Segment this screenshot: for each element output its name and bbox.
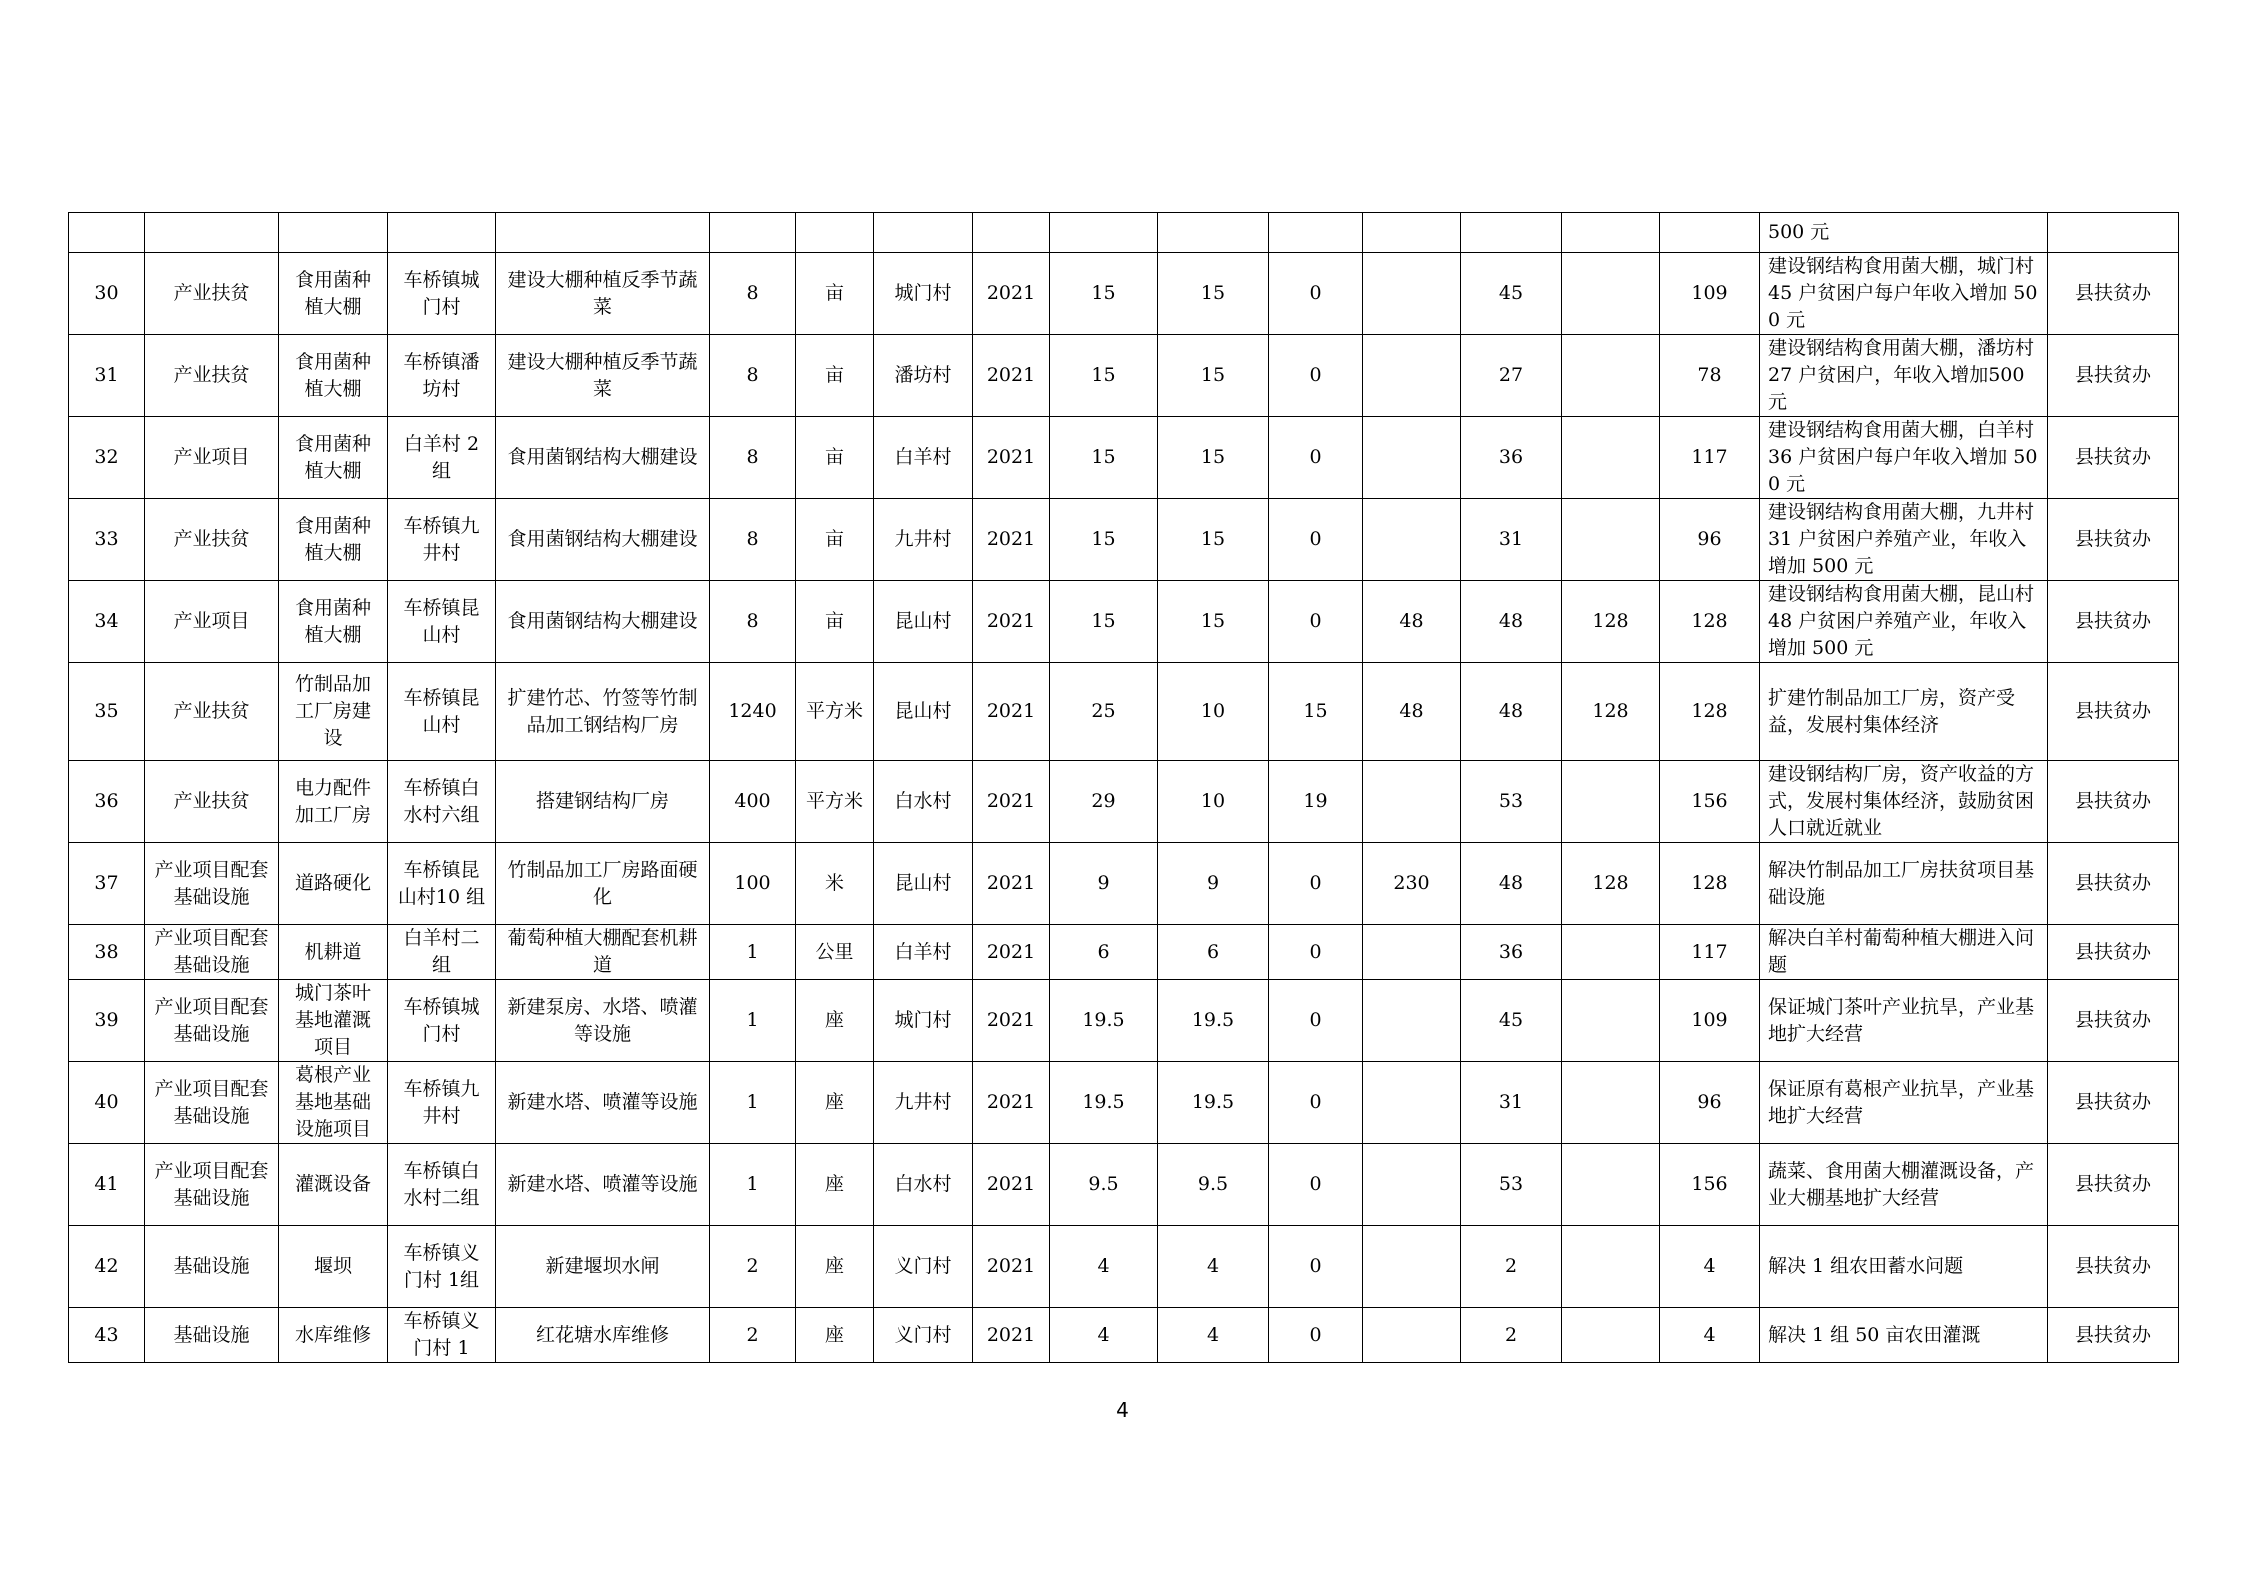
village-cell: 九井村 <box>874 499 973 581</box>
name-cell: 食用菌种植大棚 <box>279 417 388 499</box>
description-cell: 500 元 <box>1760 213 2048 253</box>
year-cell: 2021 <box>973 1062 1050 1144</box>
quantity-cell: 1 <box>710 1062 796 1144</box>
department-cell <box>2048 213 2179 253</box>
village-cell: 潘坊村 <box>874 335 973 417</box>
content-cell: 搭建钢结构厂房 <box>496 761 710 843</box>
department-cell: 县扶贫办 <box>2048 499 2179 581</box>
type-cell <box>145 213 279 253</box>
people1-cell <box>1562 761 1660 843</box>
quantity-cell: 1 <box>710 980 796 1062</box>
content-cell: 新建泵房、水塔、喷灌等设施 <box>496 980 710 1062</box>
unit-cell: 平方米 <box>796 663 874 761</box>
location-cell: 车桥镇义门村 1组 <box>388 1226 496 1308</box>
name-cell: 食用菌种植大棚 <box>279 335 388 417</box>
content-cell: 新建堰坝水闸 <box>496 1226 710 1308</box>
people1-cell <box>1562 213 1660 253</box>
content-cell: 扩建竹芯、竹签等竹制品加工钢结构厂房 <box>496 663 710 761</box>
table-row <box>69 663 2179 761</box>
department-cell: 县扶贫办 <box>2048 253 2179 335</box>
year-cell: 2021 <box>973 761 1050 843</box>
households2-cell: 53 <box>1461 1144 1562 1226</box>
households2-cell: 48 <box>1461 843 1562 925</box>
people1-cell <box>1562 253 1660 335</box>
unit-cell: 亩 <box>796 417 874 499</box>
quantity-cell: 2 <box>710 1226 796 1308</box>
people2-cell: 109 <box>1660 253 1760 335</box>
households2-cell: 27 <box>1461 335 1562 417</box>
people2-cell: 128 <box>1660 663 1760 761</box>
quantity-cell: 1240 <box>710 663 796 761</box>
name-cell: 电力配件加工厂房 <box>279 761 388 843</box>
unit-cell: 座 <box>796 1226 874 1308</box>
people1-cell: 128 <box>1562 843 1660 925</box>
description-cell: 解决白羊村葡萄种植大棚进入问题 <box>1760 925 2048 980</box>
fund2-cell <box>1269 213 1363 253</box>
people1-cell: 128 <box>1562 581 1660 663</box>
households1-cell <box>1363 335 1461 417</box>
no-cell: 36 <box>69 761 145 843</box>
table-row <box>69 1226 2179 1308</box>
department-cell: 县扶贫办 <box>2048 843 2179 925</box>
fund1-cell: 4 <box>1158 1226 1269 1308</box>
no-cell: 32 <box>69 417 145 499</box>
quantity-cell: 100 <box>710 843 796 925</box>
households1-cell <box>1363 213 1461 253</box>
households1-cell: 230 <box>1363 843 1461 925</box>
fund2-cell: 0 <box>1269 1226 1363 1308</box>
type-cell: 产业项目配套基础设施 <box>145 980 279 1062</box>
unit-cell: 亩 <box>796 581 874 663</box>
unit-cell: 亩 <box>796 335 874 417</box>
no-cell: 35 <box>69 663 145 761</box>
no-cell: 42 <box>69 1226 145 1308</box>
table-row <box>69 335 2179 417</box>
year-cell: 2021 <box>973 1226 1050 1308</box>
households1-cell: 48 <box>1363 663 1461 761</box>
village-cell: 城门村 <box>874 253 973 335</box>
unit-cell: 座 <box>796 1144 874 1226</box>
fund2-cell: 0 <box>1269 253 1363 335</box>
households2-cell: 45 <box>1461 980 1562 1062</box>
year-cell: 2021 <box>973 843 1050 925</box>
name-cell: 灌溉设备 <box>279 1144 388 1226</box>
type-cell: 产业项目配套基础设施 <box>145 1062 279 1144</box>
households2-cell: 2 <box>1461 1308 1562 1363</box>
unit-cell: 米 <box>796 843 874 925</box>
village-cell: 昆山村 <box>874 843 973 925</box>
name-cell: 葛根产业基地基础设施项目 <box>279 1062 388 1144</box>
fund2-cell: 0 <box>1269 1062 1363 1144</box>
year-cell: 2021 <box>973 581 1050 663</box>
description-cell: 建设钢结构食用菌大棚，潘坊村 27 户贫困户，年收入增加500 元 <box>1760 335 2048 417</box>
content-cell: 食用菌钢结构大棚建设 <box>496 499 710 581</box>
location-cell: 车桥镇昆山村 <box>388 581 496 663</box>
type-cell: 产业扶贫 <box>145 499 279 581</box>
households1-cell <box>1363 1062 1461 1144</box>
village-cell: 义门村 <box>874 1226 973 1308</box>
total-cell: 15 <box>1050 581 1158 663</box>
households1-cell <box>1363 499 1461 581</box>
households1-cell <box>1363 253 1461 335</box>
people1-cell <box>1562 1144 1660 1226</box>
name-cell: 食用菌种植大棚 <box>279 581 388 663</box>
village-cell <box>874 213 973 253</box>
name-cell: 竹制品加工厂房建设 <box>279 663 388 761</box>
location-cell: 白羊村 2 组 <box>388 417 496 499</box>
fund1-cell: 10 <box>1158 663 1269 761</box>
people1-cell <box>1562 980 1660 1062</box>
no-cell: 41 <box>69 1144 145 1226</box>
fund1-cell: 9 <box>1158 843 1269 925</box>
location-cell: 车桥镇昆山村10 组 <box>388 843 496 925</box>
name-cell: 食用菌种植大棚 <box>279 499 388 581</box>
table-row <box>69 925 2179 980</box>
fund2-cell: 0 <box>1269 581 1363 663</box>
year-cell: 2021 <box>973 1308 1050 1363</box>
people2-cell: 117 <box>1660 925 1760 980</box>
no-cell: 39 <box>69 980 145 1062</box>
year-cell: 2021 <box>973 417 1050 499</box>
households1-cell <box>1363 1226 1461 1308</box>
households1-cell <box>1363 980 1461 1062</box>
total-cell: 15 <box>1050 417 1158 499</box>
name-cell: 堰坝 <box>279 1226 388 1308</box>
location-cell: 车桥镇白水村六组 <box>388 761 496 843</box>
department-cell: 县扶贫办 <box>2048 663 2179 761</box>
quantity-cell: 8 <box>710 417 796 499</box>
households1-cell: 48 <box>1363 581 1461 663</box>
total-cell: 25 <box>1050 663 1158 761</box>
no-cell: 34 <box>69 581 145 663</box>
fund1-cell: 15 <box>1158 499 1269 581</box>
table-row <box>69 1062 2179 1144</box>
department-cell: 县扶贫办 <box>2048 335 2179 417</box>
description-cell: 建设钢结构食用菌大棚，九井村 31 户贫困户养殖产业，年收入增加 500 元 <box>1760 499 2048 581</box>
fund2-cell: 0 <box>1269 925 1363 980</box>
location-cell: 车桥镇昆山村 <box>388 663 496 761</box>
households2-cell: 45 <box>1461 253 1562 335</box>
fund2-cell: 0 <box>1269 417 1363 499</box>
village-cell: 白羊村 <box>874 417 973 499</box>
unit-cell: 亩 <box>796 499 874 581</box>
people2-cell: 128 <box>1660 843 1760 925</box>
total-cell <box>1050 213 1158 253</box>
fund1-cell: 15 <box>1158 417 1269 499</box>
total-cell: 29 <box>1050 761 1158 843</box>
year-cell: 2021 <box>973 253 1050 335</box>
location-cell: 车桥镇城门村 <box>388 980 496 1062</box>
unit-cell: 亩 <box>796 253 874 335</box>
unit-cell: 公里 <box>796 925 874 980</box>
year-cell: 2021 <box>973 499 1050 581</box>
unit-cell: 座 <box>796 980 874 1062</box>
fund1-cell <box>1158 213 1269 253</box>
description-cell: 蔬菜、食用菌大棚灌溉设备，产业大棚基地扩大经营 <box>1760 1144 2048 1226</box>
description-cell: 扩建竹制品加工厂房，资产受益，发展村集体经济 <box>1760 663 2048 761</box>
unit-cell: 平方米 <box>796 761 874 843</box>
location-cell: 车桥镇城门村 <box>388 253 496 335</box>
people2-cell: 156 <box>1660 1144 1760 1226</box>
content-cell: 食用菌钢结构大棚建设 <box>496 417 710 499</box>
description-cell: 解决 1 组 50 亩农田灌溉 <box>1760 1308 2048 1363</box>
total-cell: 9 <box>1050 843 1158 925</box>
unit-cell: 座 <box>796 1062 874 1144</box>
fund1-cell: 4 <box>1158 1308 1269 1363</box>
quantity-cell: 8 <box>710 581 796 663</box>
village-cell: 昆山村 <box>874 581 973 663</box>
total-cell: 4 <box>1050 1308 1158 1363</box>
no-cell: 43 <box>69 1308 145 1363</box>
quantity-cell <box>710 213 796 253</box>
people2-cell: 117 <box>1660 417 1760 499</box>
people1-cell <box>1562 1308 1660 1363</box>
households1-cell <box>1363 761 1461 843</box>
quantity-cell: 8 <box>710 253 796 335</box>
name-cell: 道路硬化 <box>279 843 388 925</box>
type-cell: 产业扶贫 <box>145 761 279 843</box>
year-cell: 2021 <box>973 1144 1050 1226</box>
table-row-continued <box>69 213 2179 253</box>
location-cell: 车桥镇九井村 <box>388 499 496 581</box>
description-cell: 解决 1 组农田蓄水问题 <box>1760 1226 2048 1308</box>
table-row <box>69 417 2179 499</box>
total-cell: 15 <box>1050 499 1158 581</box>
table-row <box>69 1144 2179 1226</box>
people1-cell <box>1562 1226 1660 1308</box>
no-cell <box>69 213 145 253</box>
year-cell <box>973 213 1050 253</box>
people1-cell <box>1562 417 1660 499</box>
content-cell: 建设大棚种植反季节蔬菜 <box>496 335 710 417</box>
project-table <box>68 212 2179 1363</box>
households1-cell <box>1363 925 1461 980</box>
fund2-cell: 15 <box>1269 663 1363 761</box>
village-cell: 白羊村 <box>874 925 973 980</box>
type-cell: 产业扶贫 <box>145 253 279 335</box>
people2-cell: 96 <box>1660 499 1760 581</box>
type-cell: 产业项目配套基础设施 <box>145 843 279 925</box>
village-cell: 白水村 <box>874 761 973 843</box>
year-cell: 2021 <box>973 980 1050 1062</box>
type-cell: 基础设施 <box>145 1226 279 1308</box>
location-cell: 车桥镇白水村二组 <box>388 1144 496 1226</box>
description-cell: 建设钢结构食用菌大棚，昆山村 48 户贫困户养殖产业，年收入增加 500 元 <box>1760 581 2048 663</box>
quantity-cell: 1 <box>710 1144 796 1226</box>
households1-cell <box>1363 1308 1461 1363</box>
table-row <box>69 843 2179 925</box>
type-cell: 产业扶贫 <box>145 663 279 761</box>
fund1-cell: 15 <box>1158 581 1269 663</box>
type-cell: 产业项目 <box>145 417 279 499</box>
table-body <box>69 213 2179 1363</box>
table-row <box>69 1308 2179 1363</box>
content-cell: 建设大棚种植反季节蔬菜 <box>496 253 710 335</box>
department-cell: 县扶贫办 <box>2048 1226 2179 1308</box>
village-cell: 义门村 <box>874 1308 973 1363</box>
table-row <box>69 499 2179 581</box>
households2-cell: 31 <box>1461 499 1562 581</box>
type-cell: 产业项目配套基础设施 <box>145 1144 279 1226</box>
village-cell: 昆山村 <box>874 663 973 761</box>
department-cell: 县扶贫办 <box>2048 980 2179 1062</box>
quantity-cell: 8 <box>710 335 796 417</box>
fund1-cell: 19.5 <box>1158 1062 1269 1144</box>
no-cell: 38 <box>69 925 145 980</box>
description-cell: 建设钢结构厂房，资产收益的方式，发展村集体经济，鼓励贫困人口就近就业 <box>1760 761 2048 843</box>
people2-cell: 96 <box>1660 1062 1760 1144</box>
content-cell: 红花塘水库维修 <box>496 1308 710 1363</box>
people1-cell <box>1562 1062 1660 1144</box>
total-cell: 15 <box>1050 335 1158 417</box>
year-cell: 2021 <box>973 925 1050 980</box>
total-cell: 9.5 <box>1050 1144 1158 1226</box>
fund1-cell: 19.5 <box>1158 980 1269 1062</box>
location-cell: 白羊村二组 <box>388 925 496 980</box>
people2-cell: 128 <box>1660 581 1760 663</box>
quantity-cell: 2 <box>710 1308 796 1363</box>
total-cell: 19.5 <box>1050 1062 1158 1144</box>
table-row <box>69 581 2179 663</box>
fund1-cell: 15 <box>1158 253 1269 335</box>
name-cell: 城门茶叶基地灌溉项目 <box>279 980 388 1062</box>
quantity-cell: 8 <box>710 499 796 581</box>
description-cell: 建设钢结构食用菌大棚，城门村 45 户贫困户每户年收入增加 500 元 <box>1760 253 2048 335</box>
page-number: 4 <box>1116 1398 1129 1422</box>
name-cell: 水库维修 <box>279 1308 388 1363</box>
department-cell: 县扶贫办 <box>2048 417 2179 499</box>
location-cell: 车桥镇潘坊村 <box>388 335 496 417</box>
households2-cell: 2 <box>1461 1226 1562 1308</box>
department-cell: 县扶贫办 <box>2048 581 2179 663</box>
department-cell: 县扶贫办 <box>2048 1308 2179 1363</box>
type-cell: 产业扶贫 <box>145 335 279 417</box>
village-cell: 城门村 <box>874 980 973 1062</box>
no-cell: 33 <box>69 499 145 581</box>
households2-cell <box>1461 213 1562 253</box>
department-cell: 县扶贫办 <box>2048 761 2179 843</box>
households2-cell: 36 <box>1461 925 1562 980</box>
location-cell: 车桥镇义门村 1 <box>388 1308 496 1363</box>
unit-cell <box>796 213 874 253</box>
fund1-cell: 6 <box>1158 925 1269 980</box>
people1-cell: 128 <box>1562 663 1660 761</box>
people2-cell: 4 <box>1660 1226 1760 1308</box>
total-cell: 19.5 <box>1050 980 1158 1062</box>
description-cell: 建设钢结构食用菌大棚，白羊村 36 户贫困户每户年收入增加 500 元 <box>1760 417 2048 499</box>
households2-cell: 36 <box>1461 417 1562 499</box>
unit-cell: 座 <box>796 1308 874 1363</box>
location-cell: 车桥镇九井村 <box>388 1062 496 1144</box>
total-cell: 4 <box>1050 1226 1158 1308</box>
content-cell: 新建水塔、喷灌等设施 <box>496 1062 710 1144</box>
no-cell: 40 <box>69 1062 145 1144</box>
fund1-cell: 9.5 <box>1158 1144 1269 1226</box>
fund2-cell: 0 <box>1269 335 1363 417</box>
fund2-cell: 0 <box>1269 980 1363 1062</box>
people1-cell <box>1562 335 1660 417</box>
no-cell: 37 <box>69 843 145 925</box>
fund2-cell: 0 <box>1269 1144 1363 1226</box>
people2-cell: 109 <box>1660 980 1760 1062</box>
people2-cell <box>1660 213 1760 253</box>
name-cell: 食用菌种植大棚 <box>279 253 388 335</box>
content-cell: 新建水塔、喷灌等设施 <box>496 1144 710 1226</box>
fund2-cell: 19 <box>1269 761 1363 843</box>
name-cell <box>279 213 388 253</box>
total-cell: 6 <box>1050 925 1158 980</box>
households2-cell: 48 <box>1461 581 1562 663</box>
department-cell: 县扶贫办 <box>2048 1062 2179 1144</box>
no-cell: 31 <box>69 335 145 417</box>
people2-cell: 156 <box>1660 761 1760 843</box>
type-cell: 基础设施 <box>145 1308 279 1363</box>
households2-cell: 53 <box>1461 761 1562 843</box>
fund1-cell: 15 <box>1158 335 1269 417</box>
description-cell: 解决竹制品加工厂房扶贫项目基础设施 <box>1760 843 2048 925</box>
type-cell: 产业项目 <box>145 581 279 663</box>
description-cell: 保证城门茶叶产业抗旱，产业基地扩大经营 <box>1760 980 2048 1062</box>
no-cell: 30 <box>69 253 145 335</box>
location-cell <box>388 213 496 253</box>
fund2-cell: 0 <box>1269 499 1363 581</box>
quantity-cell: 400 <box>710 761 796 843</box>
households1-cell <box>1363 417 1461 499</box>
content-cell: 食用菌钢结构大棚建设 <box>496 581 710 663</box>
department-cell: 县扶贫办 <box>2048 925 2179 980</box>
people1-cell <box>1562 925 1660 980</box>
name-cell: 机耕道 <box>279 925 388 980</box>
households1-cell <box>1363 1144 1461 1226</box>
people2-cell: 4 <box>1660 1308 1760 1363</box>
fund1-cell: 10 <box>1158 761 1269 843</box>
quantity-cell: 1 <box>710 925 796 980</box>
fund2-cell: 0 <box>1269 843 1363 925</box>
people1-cell <box>1562 499 1660 581</box>
content-cell <box>496 213 710 253</box>
total-cell: 15 <box>1050 253 1158 335</box>
table-row <box>69 253 2179 335</box>
type-cell: 产业项目配套基础设施 <box>145 925 279 980</box>
fund2-cell: 0 <box>1269 1308 1363 1363</box>
table-row <box>69 980 2179 1062</box>
households2-cell: 31 <box>1461 1062 1562 1144</box>
year-cell: 2021 <box>973 663 1050 761</box>
village-cell: 白水村 <box>874 1144 973 1226</box>
people2-cell: 78 <box>1660 335 1760 417</box>
department-cell: 县扶贫办 <box>2048 1144 2179 1226</box>
village-cell: 九井村 <box>874 1062 973 1144</box>
table-row <box>69 761 2179 843</box>
description-cell: 保证原有葛根产业抗旱，产业基地扩大经营 <box>1760 1062 2048 1144</box>
year-cell: 2021 <box>973 335 1050 417</box>
content-cell: 竹制品加工厂房路面硬化 <box>496 843 710 925</box>
households2-cell: 48 <box>1461 663 1562 761</box>
content-cell: 葡萄种植大棚配套机耕道 <box>496 925 710 980</box>
